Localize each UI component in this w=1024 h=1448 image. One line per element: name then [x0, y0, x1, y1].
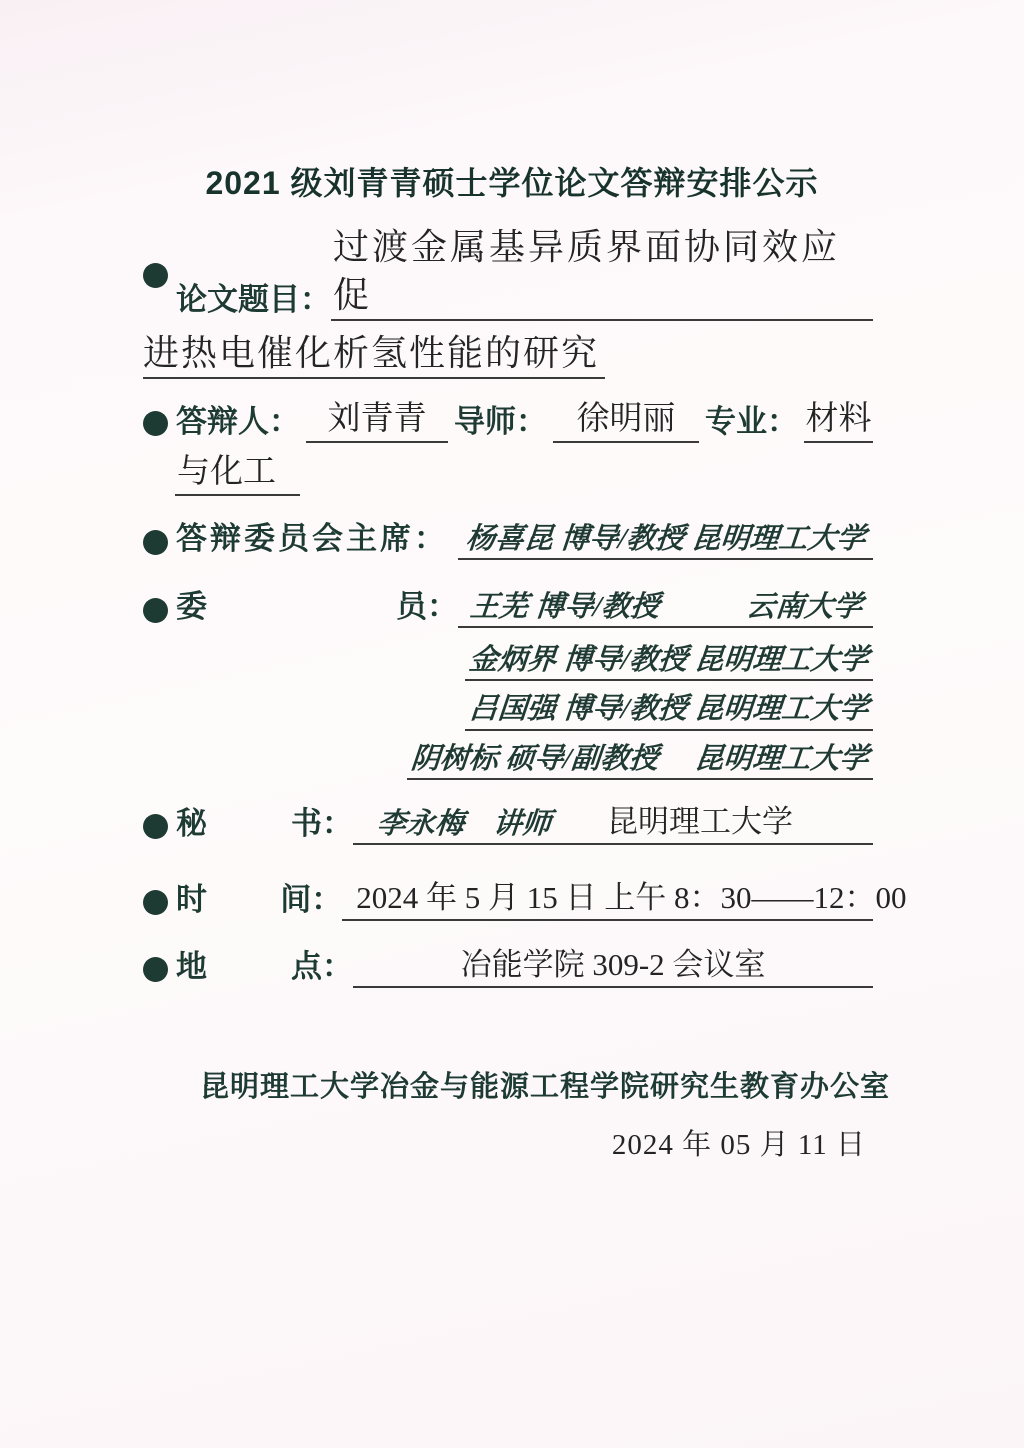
- major-value-line1: 材料: [804, 398, 873, 444]
- major-label: 专业：: [705, 404, 798, 440]
- thesis-title-row: [143, 224, 873, 321]
- chair-label: 答辩委员会主席：: [176, 521, 448, 557]
- committee-row: [143, 587, 873, 628]
- bullet-icon: [143, 411, 168, 436]
- secretary-affiliation: 昆明理工大学: [607, 803, 794, 839]
- committee-member-0: 王芜 博导/教授 云南大学: [458, 588, 873, 628]
- bullet-icon: [143, 890, 168, 915]
- candidate-label: 答辩人：: [176, 404, 300, 440]
- list-item: [0, 690, 873, 730]
- candidate-row: [143, 398, 873, 444]
- secretary-value: [353, 802, 873, 845]
- secretary-name-title: 李永梅 讲师: [375, 807, 553, 840]
- committee-member-1: 金炳界 博导/教授 昆明理工大学: [465, 641, 873, 681]
- footer-date: 2024 年 05 月 11 日: [611, 1128, 866, 1161]
- committee-label: [176, 587, 458, 628]
- committee-member-lines: [0, 641, 873, 780]
- place-label: [176, 947, 353, 988]
- candidate-name: 刘青青: [306, 398, 448, 444]
- secretary-row: [143, 802, 873, 845]
- place-value: 冶能学院 309-2 会议室: [353, 945, 873, 988]
- thesis-title-line2: 进热电催化析氢性能的研究: [143, 330, 605, 379]
- secretary-label: [176, 804, 353, 845]
- time-label-first: 时: [176, 881, 207, 917]
- bullet-icon: [143, 814, 168, 839]
- time-row: [143, 878, 907, 921]
- secretary-label-first: 秘: [176, 805, 207, 841]
- time-label-second: 间：: [280, 881, 343, 917]
- bullet-icon: [143, 957, 168, 982]
- advisor-label: 导师：: [454, 404, 547, 440]
- place-label-first: 地: [176, 948, 207, 984]
- committee-label-first: 委: [176, 589, 207, 625]
- bullet-icon: [143, 530, 168, 555]
- major-value-line2: 与化工: [175, 451, 300, 496]
- committee-member-3: 阴树标 硕导/副教授 昆明理工大学: [407, 740, 873, 780]
- chair-row: [143, 519, 873, 560]
- footer-office: 昆明理工大学冶金与能源工程学院研究生教育办公室: [199, 1070, 890, 1103]
- place-row: [143, 945, 873, 988]
- thesis-title-label: 论文题目：: [176, 282, 331, 318]
- time-value: 2024 年 5 月 15 日 上午 8：30——12：00: [342, 878, 873, 921]
- time-label: [176, 880, 342, 921]
- list-item: [0, 641, 873, 681]
- list-item: [0, 740, 873, 780]
- place-label-second: 点：: [291, 948, 353, 984]
- advisor-name: 徐明丽: [553, 398, 699, 444]
- thesis-title-line2-row: [143, 330, 1024, 379]
- thesis-title-line1: 过渡金属基异质界面协同效应促: [331, 224, 873, 321]
- bullet-icon: [143, 598, 168, 623]
- chair-value: 杨喜昆 博导/教授 昆明理工大学: [458, 520, 873, 560]
- committee-label-second: 员：: [396, 589, 458, 625]
- committee-member-2: 吕国强 博导/教授 昆明理工大学: [465, 690, 873, 730]
- page-title: 2021 级刘青青硕士学位论文答辩安排公示: [205, 165, 819, 201]
- secretary-label-second: 书：: [291, 805, 353, 841]
- major-line2-row: [175, 451, 1024, 496]
- bullet-icon: [143, 263, 168, 288]
